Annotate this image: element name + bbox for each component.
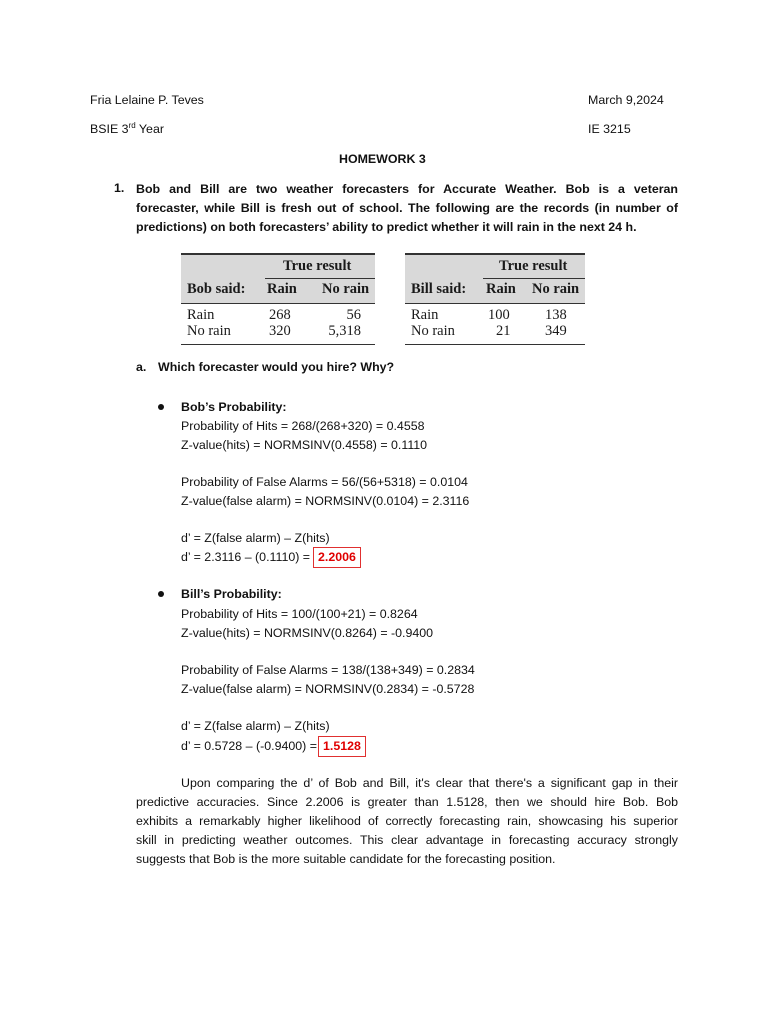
bill-heading: Bill’s Probability:: [181, 587, 282, 601]
sub-a-label: a.: [136, 360, 147, 374]
bill-group-rule: [483, 278, 585, 279]
bob-hits: Probability of Hits = 268/(268+320) = 0.4558: [181, 419, 425, 433]
bob-row1-label: Rain: [187, 307, 215, 323]
bill-col-norain: No rain: [532, 281, 580, 297]
bill-header-rule: [405, 303, 585, 304]
bill-dprime-result: 1.5128: [318, 736, 366, 757]
submission-date: March 9,2024: [588, 93, 664, 107]
bill-dprime-calc: d’ = 0.5728 – (-0.9400) =: [181, 739, 317, 753]
bob-row1-rain: 268: [269, 307, 291, 323]
question-line-2: forecaster, while Bill is fresh out of school. The following are the records (in number of: [136, 201, 678, 215]
program-suffix: Year: [135, 122, 164, 136]
program-prefix: BSIE 3: [90, 122, 129, 136]
bob-table: [181, 253, 375, 346]
conclusion-line-4: skill in predicting weather outcomes. This clear advantage in forecasting accuracy strongly: [136, 833, 678, 847]
bob-table-top-rule: [181, 253, 375, 255]
bob-header-rule: [181, 303, 375, 304]
course-code: IE 3215: [588, 122, 631, 136]
bill-z-hits: Z-value(hits) = NORMSINV(0.8264) = -0.9400: [181, 626, 434, 640]
bob-z-hits: Z-value(hits) = NORMSINV(0.4558) = 0.1110: [181, 438, 428, 452]
bob-bullet-icon: [158, 404, 164, 410]
program-year: [90, 122, 164, 136]
bill-row1-rain: 100: [488, 307, 510, 323]
bill-bottom-rule: [405, 344, 585, 345]
bill-bullet-icon: [158, 591, 164, 597]
conclusion-line-3: exhibits a remarkably higher likelihood of correctly forecasting rain, showcasing his superior: [136, 814, 678, 828]
bill-row2-norain: 349: [545, 323, 567, 339]
bill-table-top-rule: [405, 253, 585, 255]
bill-table: [405, 253, 585, 346]
bob-dprime-formula: d’ = Z(false alarm) – Z(hits): [181, 531, 330, 545]
program-sup: rd: [128, 120, 136, 130]
bill-dprime-formula: d’ = Z(false alarm) – Z(hits): [181, 719, 330, 733]
bob-dprime-calc: d’ = 2.3116 – (0.1110) =: [181, 550, 311, 564]
conclusion-line-2: predictive accuracies. Since 2.2006 is greater than 1.5128, then we should hire Bob. Bob: [136, 795, 678, 809]
bill-z-false-alarms: Z-value(false alarm) = NORMSINV(0.2834) = -0.5728: [181, 682, 475, 696]
bob-heading: Bob’s Probability:: [181, 400, 287, 414]
bob-row2-rain: 320: [269, 323, 291, 339]
bob-group-header: True result: [283, 258, 352, 274]
question-line-1: Bob and Bill are two weather forecasters for Accurate Weather. Bob is a veteran: [136, 182, 678, 196]
bob-bottom-rule: [181, 344, 375, 345]
bob-row1-norain: 56: [346, 307, 361, 323]
bob-row-header: Bob said:: [187, 281, 246, 297]
bob-row2-label: No rain: [187, 323, 231, 339]
bill-false-alarms: Probability of False Alarms = 138/(138+349) = 0.2834: [181, 663, 475, 677]
sub-a-question: Which forecaster would you hire? Why?: [158, 360, 395, 374]
bob-col-norain: No rain: [322, 281, 370, 297]
bob-dprime-result: 2.2006: [313, 547, 361, 568]
bill-row2-rain: 21: [496, 323, 511, 339]
bill-group-header: True result: [499, 258, 568, 274]
bill-col-rain: Rain: [486, 281, 516, 297]
bob-col-rain: Rain: [267, 281, 297, 297]
page-title: HOMEWORK 3: [339, 152, 426, 166]
question-number: 1.: [114, 181, 125, 195]
question-line-3: predictions) on both forecasters’ ability to predict whether it will rain in the next 24 h.: [136, 220, 637, 234]
bob-false-alarms: Probability of False Alarms = 56/(56+5318) = 0.0104: [181, 475, 468, 489]
conclusion-line-1: Upon comparing the d’ of Bob and Bill, it's clear that there's a significant gap in their: [181, 776, 678, 790]
conclusion-line-5: suggests that Bob is the more suitable candidate for the forecasting position.: [136, 852, 556, 866]
bill-hits: Probability of Hits = 100/(100+21) = 0.8264: [181, 607, 418, 621]
bill-row1-norain: 138: [545, 307, 567, 323]
bill-row-header: Bill said:: [411, 281, 467, 297]
bob-group-rule: [265, 278, 375, 279]
bob-z-false-alarms: Z-value(false alarm) = NORMSINV(0.0104) = 2.3116: [181, 494, 470, 508]
bill-row2-label: No rain: [411, 323, 455, 339]
bill-row1-label: Rain: [411, 307, 439, 323]
student-name: Fria Lelaine P. Teves: [90, 93, 204, 107]
bob-row2-norain: 5,318: [328, 323, 361, 339]
